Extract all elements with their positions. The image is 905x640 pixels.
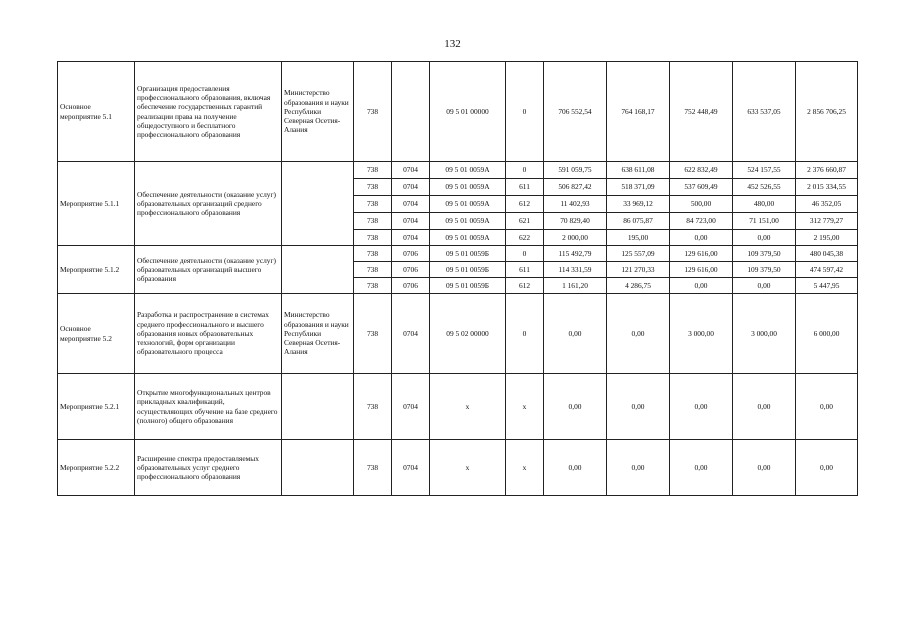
value-year-4: 0,00 — [733, 230, 796, 246]
value-total: 46 352,05 — [796, 196, 858, 213]
value-total: 474 597,42 — [796, 262, 858, 278]
vr-code: 612 — [506, 278, 544, 294]
value-year-2: 4 286,75 — [607, 278, 670, 294]
csr-code: 09 5 02 00000 — [430, 294, 506, 374]
value-year-3: 3 000,00 — [670, 294, 733, 374]
value-year-4: 633 537,05 — [733, 62, 796, 162]
value-total: 2 015 334,55 — [796, 179, 858, 196]
table-row — [58, 294, 858, 374]
table-row — [58, 62, 858, 162]
value-year-1: 706 552,54 — [544, 62, 607, 162]
value-year-3: 0,00 — [670, 230, 733, 246]
vr-code: 0 — [506, 246, 544, 262]
grbs-code: 738 — [354, 262, 392, 278]
value-year-2: 121 270,33 — [607, 262, 670, 278]
value-year-4: 3 000,00 — [733, 294, 796, 374]
value-total: 0,00 — [796, 374, 858, 440]
item-name: Мероприятие 5.1.1 — [58, 162, 135, 246]
responsible-executor — [282, 162, 354, 246]
value-year-2: 764 168,17 — [607, 62, 670, 162]
csr-code: 09 5 01 0059Б — [430, 262, 506, 278]
value-year-3: 0,00 — [670, 278, 733, 294]
value-year-3: 129 616,00 — [670, 262, 733, 278]
value-year-1: 0,00 — [544, 440, 607, 496]
vr-code: 621 — [506, 213, 544, 230]
responsible-executor: Министерство образования и науки Республики Северная Осетия-Алания — [282, 294, 354, 374]
rzpr-code: 0704 — [392, 179, 430, 196]
item-description: Обеспечение деятельности (оказание услуг) образовательных организаций высшего образования — [135, 246, 282, 294]
value-year-4: 452 526,55 — [733, 179, 796, 196]
value-total: 5 447,95 — [796, 278, 858, 294]
value-total: 0,00 — [796, 440, 858, 496]
grbs-code: 738 — [354, 230, 392, 246]
value-year-2: 125 557,09 — [607, 246, 670, 262]
grbs-code: 738 — [354, 440, 392, 496]
grbs-code: 738 — [354, 162, 392, 179]
value-year-1: 1 161,20 — [544, 278, 607, 294]
value-total: 6 000,00 — [796, 294, 858, 374]
csr-code: 09 5 01 0059А — [430, 230, 506, 246]
vr-code: 611 — [506, 179, 544, 196]
value-year-4: 71 151,00 — [733, 213, 796, 230]
value-year-1: 506 827,42 — [544, 179, 607, 196]
value-year-1: 11 402,93 — [544, 196, 607, 213]
rzpr-code: 0706 — [392, 246, 430, 262]
csr-code: 09 5 01 0059Б — [430, 278, 506, 294]
budget-table — [57, 61, 858, 496]
rzpr-code: 0704 — [392, 230, 430, 246]
grbs-code: 738 — [354, 213, 392, 230]
item-description: Обеспечение деятельности (оказание услуг) образовательных организаций среднего профессионального образования — [135, 162, 282, 246]
csr-code: 09 5 01 0059Б — [430, 246, 506, 262]
vr-code: 0 — [506, 62, 544, 162]
value-year-2: 0,00 — [607, 440, 670, 496]
vr-code: 0 — [506, 162, 544, 179]
table-row — [58, 440, 858, 496]
value-year-2: 86 075,87 — [607, 213, 670, 230]
value-year-3: 622 832,49 — [670, 162, 733, 179]
value-total: 2 195,00 — [796, 230, 858, 246]
grbs-code: 738 — [354, 374, 392, 440]
item-name: Основное мероприятие 5.2 — [58, 294, 135, 374]
rzpr-code: 0704 — [392, 162, 430, 179]
page-number: 132 — [444, 38, 461, 50]
grbs-code: 738 — [354, 196, 392, 213]
value-year-2: 518 371,09 — [607, 179, 670, 196]
value-year-3: 537 609,49 — [670, 179, 733, 196]
grbs-code: 738 — [354, 179, 392, 196]
rzpr-code: 0704 — [392, 294, 430, 374]
value-year-4: 109 379,50 — [733, 246, 796, 262]
vr-code: 611 — [506, 262, 544, 278]
table-row — [58, 374, 858, 440]
value-year-2: 0,00 — [607, 294, 670, 374]
csr-code: 09 5 01 0059А — [430, 196, 506, 213]
rzpr-code — [392, 62, 430, 162]
value-year-4: 480,00 — [733, 196, 796, 213]
grbs-code: 738 — [354, 278, 392, 294]
value-total: 312 779,27 — [796, 213, 858, 230]
rzpr-code: 0706 — [392, 278, 430, 294]
value-year-3: 129 616,00 — [670, 246, 733, 262]
value-year-2: 195,00 — [607, 230, 670, 246]
vr-code: х — [506, 440, 544, 496]
item-description: Открытие многофункциональных центров прикладных квалификаций, осуществляющих обучение на базе среднего (полного) общего образования — [135, 374, 282, 440]
csr-code: 09 5 01 00000 — [430, 62, 506, 162]
value-year-1: 591 059,75 — [544, 162, 607, 179]
table-row — [58, 162, 858, 179]
value-year-2: 638 611,08 — [607, 162, 670, 179]
item-description: Расширение спектра предоставляемых образовательных услуг среднего профессионального образования — [135, 440, 282, 496]
vr-code: 612 — [506, 196, 544, 213]
csr-code: 09 5 01 0059А — [430, 162, 506, 179]
rzpr-code: 0704 — [392, 196, 430, 213]
rzpr-code: 0704 — [392, 374, 430, 440]
value-year-4: 109 379,50 — [733, 262, 796, 278]
value-year-4: 0,00 — [733, 440, 796, 496]
grbs-code: 738 — [354, 62, 392, 162]
item-name: Мероприятие 5.1.2 — [58, 246, 135, 294]
responsible-executor — [282, 374, 354, 440]
responsible-executor — [282, 246, 354, 294]
vr-code: 622 — [506, 230, 544, 246]
item-description: Разработка и распространение в системах среднего профессионального и высшего образования новых образовательных технологий, форм организации образовательного процесса — [135, 294, 282, 374]
rzpr-code: 0704 — [392, 213, 430, 230]
table-row — [58, 246, 858, 262]
value-year-3: 0,00 — [670, 374, 733, 440]
value-year-2: 33 969,12 — [607, 196, 670, 213]
item-description: Организация предоставления профессионального образования, включая обеспечение государственных гарантий реализации права на получение общедоступного и бесплатного профессионального образования — [135, 62, 282, 162]
value-year-3: 84 723,00 — [670, 213, 733, 230]
item-name: Мероприятие 5.2.1 — [58, 374, 135, 440]
value-year-3: 752 448,49 — [670, 62, 733, 162]
csr-code: 09 5 01 0059А — [430, 213, 506, 230]
responsible-executor: Министерство образования и науки Республики Северная Осетия-Алания — [282, 62, 354, 162]
item-name: Основное мероприятие 5.1 — [58, 62, 135, 162]
grbs-code: 738 — [354, 294, 392, 374]
vr-code: х — [506, 374, 544, 440]
csr-code: 09 5 01 0059А — [430, 179, 506, 196]
vr-code: 0 — [506, 294, 544, 374]
csr-code: х — [430, 374, 506, 440]
value-year-1: 0,00 — [544, 294, 607, 374]
value-year-2: 0,00 — [607, 374, 670, 440]
value-year-1: 114 331,59 — [544, 262, 607, 278]
responsible-executor — [282, 440, 354, 496]
grbs-code: 738 — [354, 246, 392, 262]
value-year-1: 115 492,79 — [544, 246, 607, 262]
value-year-4: 0,00 — [733, 278, 796, 294]
value-total: 2 376 660,87 — [796, 162, 858, 179]
value-year-3: 500,00 — [670, 196, 733, 213]
value-year-1: 0,00 — [544, 374, 607, 440]
value-year-4: 524 157,55 — [733, 162, 796, 179]
value-year-1: 70 829,40 — [544, 213, 607, 230]
rzpr-code: 0704 — [392, 440, 430, 496]
value-total: 2 856 706,25 — [796, 62, 858, 162]
csr-code: х — [430, 440, 506, 496]
rzpr-code: 0706 — [392, 262, 430, 278]
value-year-4: 0,00 — [733, 374, 796, 440]
item-name: Мероприятие 5.2.2 — [58, 440, 135, 496]
value-year-3: 0,00 — [670, 440, 733, 496]
value-year-1: 2 000,00 — [544, 230, 607, 246]
value-total: 480 045,38 — [796, 246, 858, 262]
